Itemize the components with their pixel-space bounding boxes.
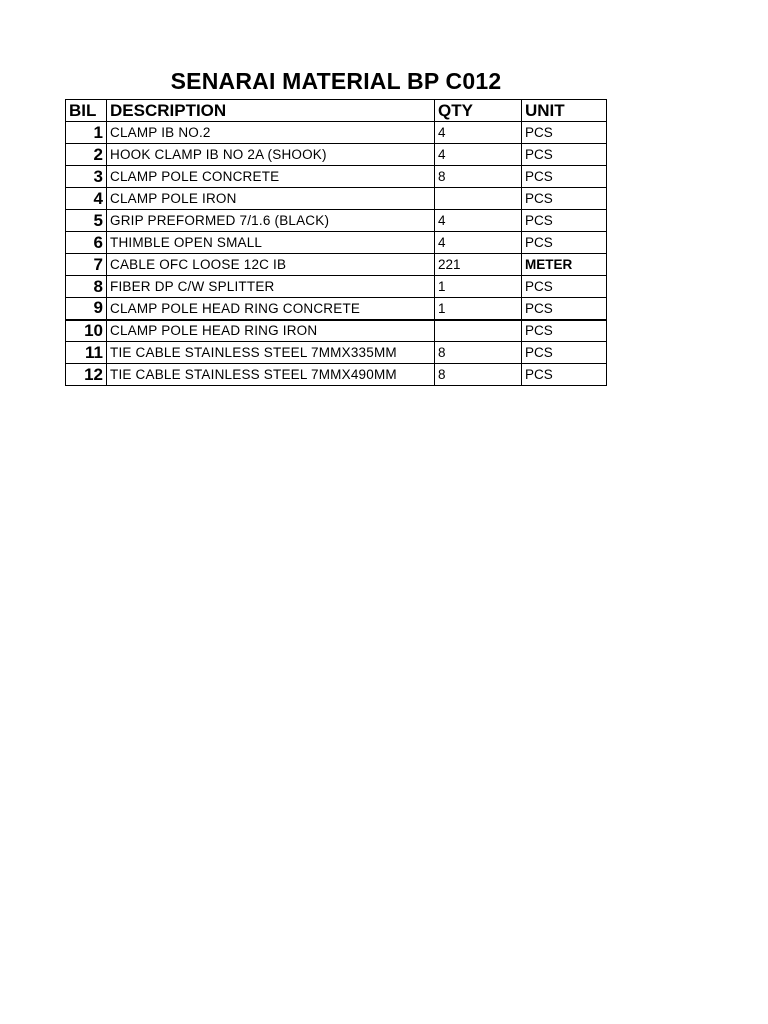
row-description: HOOK CLAMP IB NO 2A (SHOOK) <box>107 144 435 166</box>
row-qty: 1 <box>435 276 522 298</box>
row-description: TIE CABLE STAINLESS STEEL 7MMX490MM <box>107 364 435 386</box>
row-number: 7 <box>66 254 107 276</box>
table-row <box>66 298 607 320</box>
table-row <box>66 188 607 210</box>
row-number: 2 <box>66 144 107 166</box>
row-description: TIE CABLE STAINLESS STEEL 7MMX335MM <box>107 342 435 364</box>
table-row <box>66 166 607 188</box>
table-row <box>66 320 607 342</box>
row-number: 5 <box>66 210 107 232</box>
table-row <box>66 342 607 364</box>
row-description: THIMBLE OPEN SMALL <box>107 232 435 254</box>
row-description: GRIP PREFORMED 7/1.6 (BLACK) <box>107 210 435 232</box>
row-number: 4 <box>66 188 107 210</box>
row-unit: PCS <box>522 144 607 166</box>
row-qty: 8 <box>435 342 522 364</box>
row-number: 10 <box>66 320 107 342</box>
row-unit: PCS <box>522 210 607 232</box>
row-unit: PCS <box>522 342 607 364</box>
row-qty <box>435 320 522 342</box>
column-header-unit: UNIT <box>522 100 607 122</box>
row-description: CLAMP POLE CONCRETE <box>107 166 435 188</box>
row-qty: 4 <box>435 144 522 166</box>
row-qty: 221 <box>435 254 522 276</box>
row-unit: PCS <box>522 298 607 320</box>
row-qty: 4 <box>435 122 522 144</box>
row-number: 3 <box>66 166 107 188</box>
row-qty: 4 <box>435 210 522 232</box>
row-qty: 8 <box>435 166 522 188</box>
row-number: 1 <box>66 122 107 144</box>
row-number: 9 <box>66 298 107 320</box>
row-description: CLAMP POLE HEAD RING CONCRETE <box>107 298 435 320</box>
table-row <box>66 122 607 144</box>
row-number: 11 <box>66 342 107 364</box>
table-row <box>66 254 607 276</box>
column-header-description: DESCRIPTION <box>107 100 435 122</box>
row-unit: PCS <box>522 122 607 144</box>
column-header-qty: QTY <box>435 100 522 122</box>
row-unit: PCS <box>522 232 607 254</box>
row-unit: PCS <box>522 276 607 298</box>
row-unit: PCS <box>522 320 607 342</box>
row-description: FIBER DP C/W SPLITTER <box>107 276 435 298</box>
column-header-bil: BIL <box>66 100 107 122</box>
row-unit: PCS <box>522 166 607 188</box>
row-description: CLAMP POLE IRON <box>107 188 435 210</box>
table-row <box>66 364 607 386</box>
row-qty: 8 <box>435 364 522 386</box>
table-body <box>66 122 607 386</box>
table-row <box>66 276 607 298</box>
row-description: CABLE OFC LOOSE 12C IB <box>107 254 435 276</box>
row-description: CLAMP IB NO.2 <box>107 122 435 144</box>
row-number: 8 <box>66 276 107 298</box>
row-unit: METER <box>522 254 607 276</box>
table-header-row <box>66 100 607 122</box>
row-number: 12 <box>66 364 107 386</box>
table-row <box>66 144 607 166</box>
table-row <box>66 232 607 254</box>
row-unit: PCS <box>522 188 607 210</box>
row-description: CLAMP POLE HEAD RING IRON <box>107 320 435 342</box>
page-title: SENARAI MATERIAL BP C012 <box>170 68 502 94</box>
row-unit: PCS <box>522 364 607 386</box>
material-table <box>65 99 607 386</box>
row-qty: 1 <box>435 298 522 320</box>
row-qty <box>435 188 522 210</box>
row-qty: 4 <box>435 232 522 254</box>
table-row <box>66 210 607 232</box>
row-number: 6 <box>66 232 107 254</box>
